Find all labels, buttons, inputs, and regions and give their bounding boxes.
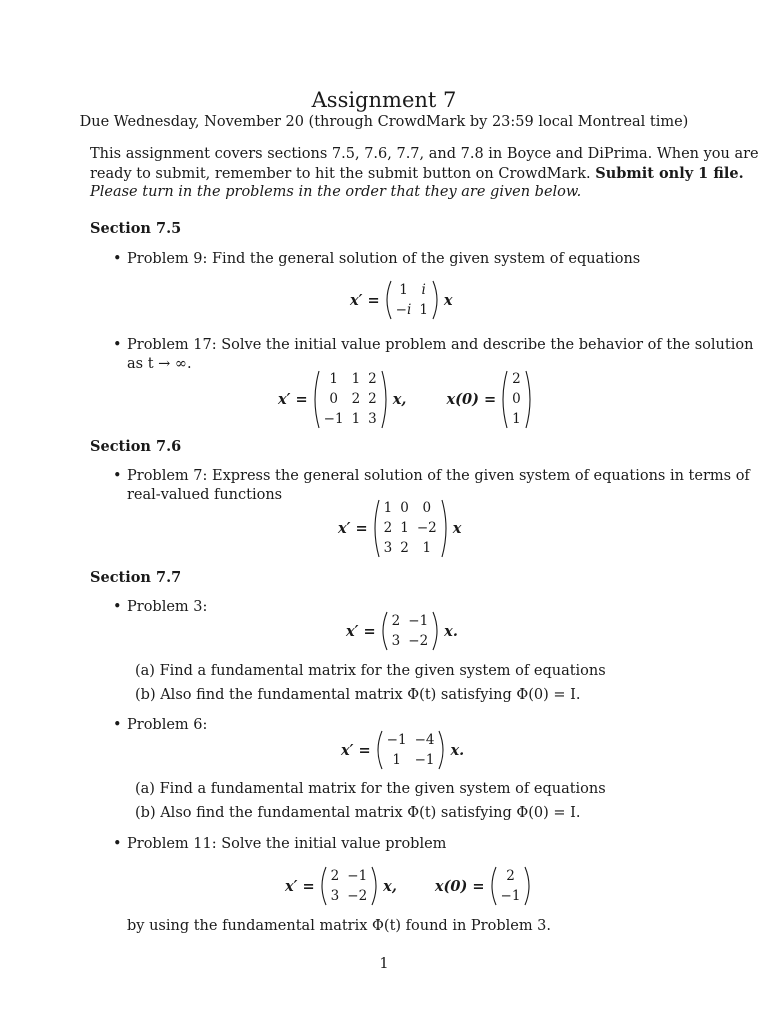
matrix-entry: 1 [351,371,361,388]
right-paren-icon [524,866,533,906]
matrix-row [383,730,439,750]
left-paren-icon [318,866,327,906]
right-paren-icon [381,370,390,429]
matrix-m5 [374,730,448,770]
section-7-7-heading: Section 7.7 [90,569,182,586]
eq-lhs: x′ = [338,520,368,537]
matrix-entry: 0 [329,390,338,407]
matrix-entry: 1 [351,410,361,427]
eq-rhs: x [443,291,453,309]
eq-lhs: x′ = [278,391,308,408]
eq-initial: x(0) = [434,877,485,895]
matrix-row [320,370,381,390]
problem-7-6-7-line-1: Problem 7: Express the general solution of the given system of equations in terms of [127,468,750,484]
right-paren-icon [441,499,450,558]
right-paren-icon [438,730,447,770]
eq-rhs: x, [383,877,397,895]
matrix-m1 [383,280,441,320]
page-number: 1 [379,956,389,972]
intro-line-2-text: ready to submit, remember to hit the submit button on CrowdMark. [90,166,591,182]
problem-7-6-7-line-2: real-valued functions [127,487,283,503]
problem-7-5-17-line-1: Problem 17: Solve the initial value problem and describe the behavior of the solution [127,337,754,353]
equation-7-5-17 [278,370,537,429]
eq-lhs: x′ = [285,877,315,895]
problem-7-7-6: Problem 6: [127,717,208,733]
section-7-5-heading: Section 7.5 [90,220,182,237]
matrix-entry: 2 [351,390,361,407]
eq-rhs: x [452,520,462,537]
matrix-body [388,611,433,651]
eq-rhs: x. [444,622,458,640]
matrix-entry: 3 [368,410,377,427]
matrix-row [380,519,441,539]
matrix-m2 [311,370,390,429]
matrix-entry: −1 [414,751,435,768]
matrix-body [320,370,381,429]
matrix-entry: 2 [368,371,377,388]
problem-7-5-9: Problem 9: Find the general solution of the given system of equations [127,251,641,267]
matrix-entry: −1 [323,410,344,427]
matrix-row [380,538,441,558]
equation-7-5-9 [350,280,453,320]
left-paren-icon [499,370,508,429]
matrix-row [327,886,372,906]
left-paren-icon [383,280,392,320]
problem-7-7-11: Problem 11: Solve the initial value problem [127,836,447,852]
right-paren-icon [371,866,380,906]
matrix-row [508,370,525,390]
bullet-icon: • [113,717,122,733]
problem-7-5-17-line-2: as t → ∞. [127,356,192,372]
problem-7-7-3-part-b: (b) Also find the fundamental matrix Φ(t) satisfying Φ(0) = I. [135,687,581,703]
matrix-m4 [379,611,442,651]
matrix-entry: −1 [347,867,368,884]
matrix-entry: 2 [391,612,401,629]
right-paren-icon [432,280,441,320]
matrix-entry: −2 [416,519,437,536]
matrix-entry: 2 [512,371,521,388]
matrix-entry: 2 [368,390,377,407]
equation-7-6-7 [338,499,461,558]
matrix-row [320,390,381,410]
matrix-row [497,866,525,886]
bullet-icon: • [113,251,122,267]
matrix-entry: 1 [419,301,428,318]
matrix-row [388,611,433,631]
matrix-body [383,730,439,770]
matrix-entry: i [421,281,426,298]
equation-7-7-3 [346,611,458,651]
matrix-entry: 1 [392,751,401,768]
matrix-row [508,390,525,410]
matrix-entry: −2 [347,887,368,904]
matrix-entry: −i [395,301,412,318]
matrix-entry: 2 [383,519,393,536]
matrix-row [392,300,432,320]
matrix-entry: −1 [500,887,521,904]
section-7-6-heading: Section 7.6 [90,438,182,455]
matrix-entry: 0 [400,500,409,517]
bullet-icon: • [113,599,122,615]
right-paren-icon [432,611,441,651]
eq-rhs: x, [392,391,407,408]
matrix-entry: −4 [414,731,435,748]
due-date-line: Due Wednesday, November 20 (through CrowdMark by 23:59 local Montreal time) [79,114,689,130]
matrix-entry: 3 [391,632,401,649]
eq-lhs: x′ = [341,741,371,759]
matrix-row [320,409,381,429]
matrix-body [508,370,525,429]
matrix-entry: 2 [400,539,409,556]
problem-7-7-6-part-b: (b) Also find the fundamental matrix Φ(t) satisfying Φ(0) = I. [135,805,581,821]
intro-submit-note: Submit only 1 file. [595,165,744,182]
left-paren-icon [379,611,388,651]
matrix-row [392,280,432,300]
vector-v2 [499,370,534,429]
matrix-row [497,886,525,906]
matrix-row [380,499,441,519]
equation-7-7-11 [285,866,536,906]
matrix-body [392,280,432,320]
vector-v6 [488,866,534,906]
matrix-row [327,866,372,886]
matrix-row [508,409,525,429]
left-paren-icon [371,499,380,558]
matrix-entry: 2 [506,867,515,884]
matrix-entry: 2 [330,867,340,884]
matrix-entry: 3 [383,539,393,556]
bullet-icon: • [113,468,122,484]
matrix-body [327,866,372,906]
bullet-icon: • [113,337,122,353]
matrix-entry: 3 [330,887,340,904]
left-paren-icon [311,370,320,429]
problem-7-7-6-part-a: (a) Find a fundamental matrix for the given system of equations [135,781,606,797]
matrix-entry: 1 [400,519,409,536]
intro-line-1: This assignment covers sections 7.5, 7.6, 7.7, and 7.8 in Boyce and DiPrima. When you are [90,146,759,162]
problem-7-7-3-part-a: (a) Find a fundamental matrix for the given system of equations [135,663,606,679]
left-paren-icon [374,730,383,770]
eq-initial: x(0) = [446,391,497,408]
eq-rhs: x. [450,741,465,759]
eq-lhs: x′ = [346,622,376,640]
problem-7-7-11-followup: by using the fundamental matrix Φ(t) found in Problem 3. [127,918,552,934]
matrix-m3 [371,499,450,558]
matrix-entry: −2 [408,632,429,649]
matrix-body [380,499,441,558]
page-title: Assignment 7 [311,88,457,112]
intro-line-2 [90,165,744,182]
intro-line-3: Please turn in the problems in the order that they are given below. [90,184,582,200]
problem-7-7-3: Problem 3: [127,599,208,615]
matrix-row [388,631,433,651]
matrix-entry: −1 [408,612,429,629]
matrix-entry: 0 [512,390,521,407]
matrix-m6 [318,866,381,906]
matrix-entry: 1 [512,410,521,427]
left-paren-icon [488,866,497,906]
matrix-entry: 1 [422,539,432,556]
matrix-entry: 1 [383,500,393,517]
equation-7-7-6 [341,730,464,770]
matrix-entry: 1 [329,371,338,388]
matrix-entry: −1 [386,731,407,748]
right-paren-icon [525,370,534,429]
eq-lhs: x′ = [350,291,380,309]
bullet-icon: • [113,836,122,852]
matrix-entry: 0 [422,500,432,517]
matrix-body [497,866,525,906]
matrix-row [383,750,439,770]
matrix-entry: 1 [399,281,408,298]
